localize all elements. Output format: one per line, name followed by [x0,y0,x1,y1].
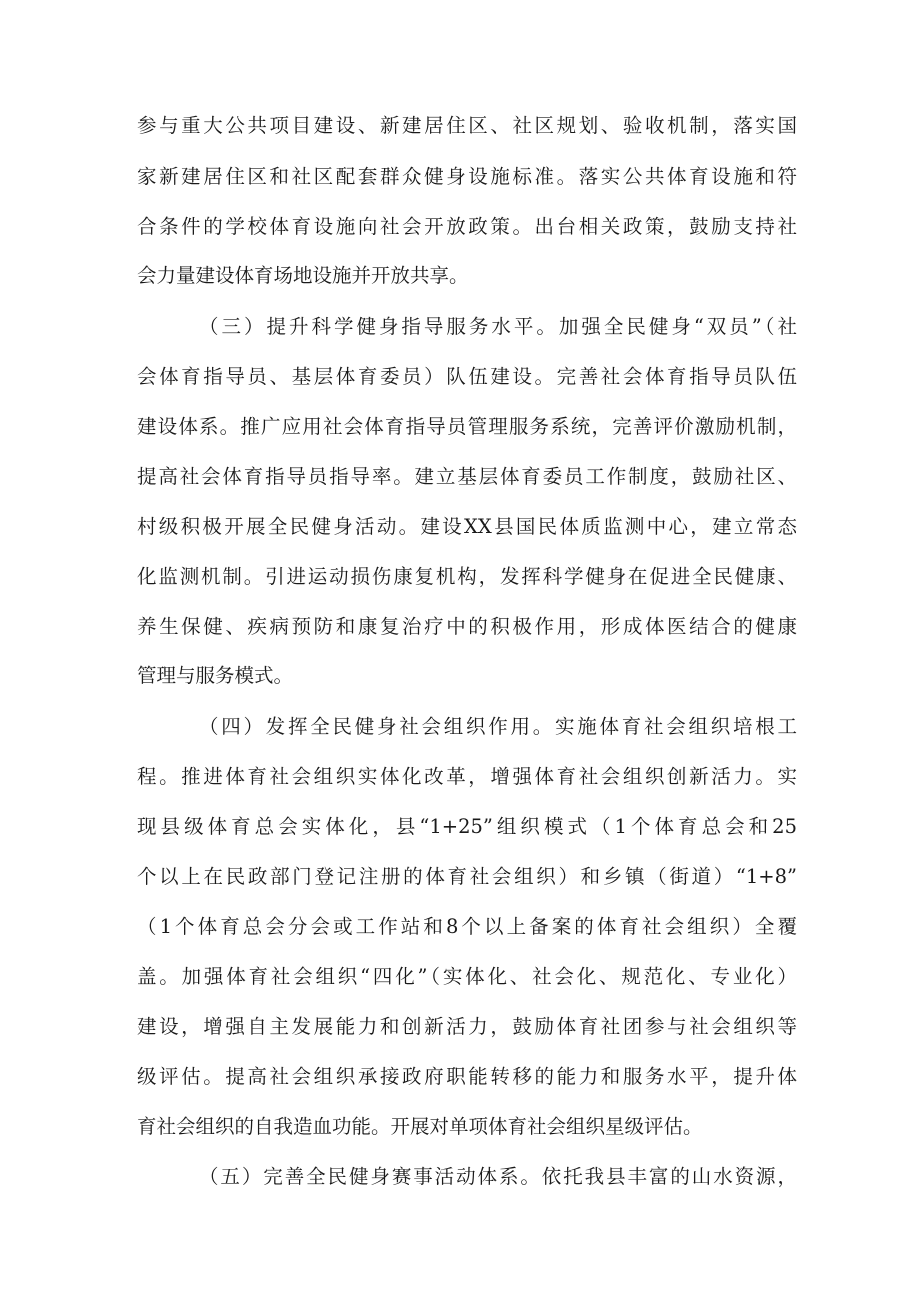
paragraph-line: 建设，增强自主发展能力和创新活力，鼓励体育社团参与社会组织等 [137,1015,797,1038]
paragraph-line: 合条件的学校体育设施向社会开放政策。出台相关政策，鼓励支持社 [137,215,797,238]
paragraph-line: 个以上在民政部门登记注册的体育社会组织）和乡镇（街道）“1+8” [137,865,797,888]
paragraph-line: 现县级体育总会实体化，县“1+25”组织模式（1个体育总会和25 [137,815,797,838]
paragraph-line: 化监测机制。引进运动损伤康复机构，发挥科学健身在促进全民健康、 [137,565,797,588]
paragraph-line: 会力量建设体育场地设施并开放共享。 [137,264,469,287]
paragraph-line: 会体育指导员、基层体育委员）队伍建设。完善社会体育指导员队伍 [137,365,797,388]
paragraph-line: 级评估。提高社会组织承接政府职能转移的能力和服务水平，提升体 [137,1065,797,1088]
paragraph-line: 管理与服务模式。 [137,664,294,687]
section-heading-line: （五）完善全民健身赛事活动体系。依托我县丰富的山水资源， [199,1165,797,1188]
paragraph-line: 盖。加强体育社会组织“四化”（实体化、社会化、规范化、专业化） [137,965,797,988]
paragraph-line: 养生保健、疾病预防和康复治疗中的积极作用，形成体医结合的健康 [137,615,797,638]
paragraph-line: 提高社会体育指导员指导率。建立基层体育委员工作制度，鼓励社区、 [137,465,797,488]
paragraph-line: 建设体系。推广应用社会体育指导员管理服务系统，完善评价激励机制， [137,415,797,438]
section-heading-line: （四）发挥全民健身社会组织作用。实施体育社会组织培根工 [199,715,797,738]
paragraph-line: 村级积极开展全民健身活动。建设XX县国民体质监测中心，建立常态 [137,515,797,538]
paragraph-line: 育社会组织的自我造血功能。开展对单项体育社会组织星级评估。 [137,1115,703,1138]
paragraph-line: 家新建居住区和社区配套群众健身设施标准。落实公共体育设施和符 [137,165,797,188]
section-heading-line: （三）提升科学健身指导服务水平。加强全民健身“双员”（社 [199,315,797,338]
paragraph-line: （1个体育总会分会或工作站和8个以上备案的体育社会组织）全覆 [137,915,797,938]
paragraph-line: 程。推进体育社会组织实体化改革，增强体育社会组织创新活力。实 [137,765,797,788]
paragraph-line: 参与重大公共项目建设、新建居住区、社区规划、验收机制，落实国 [137,114,797,137]
